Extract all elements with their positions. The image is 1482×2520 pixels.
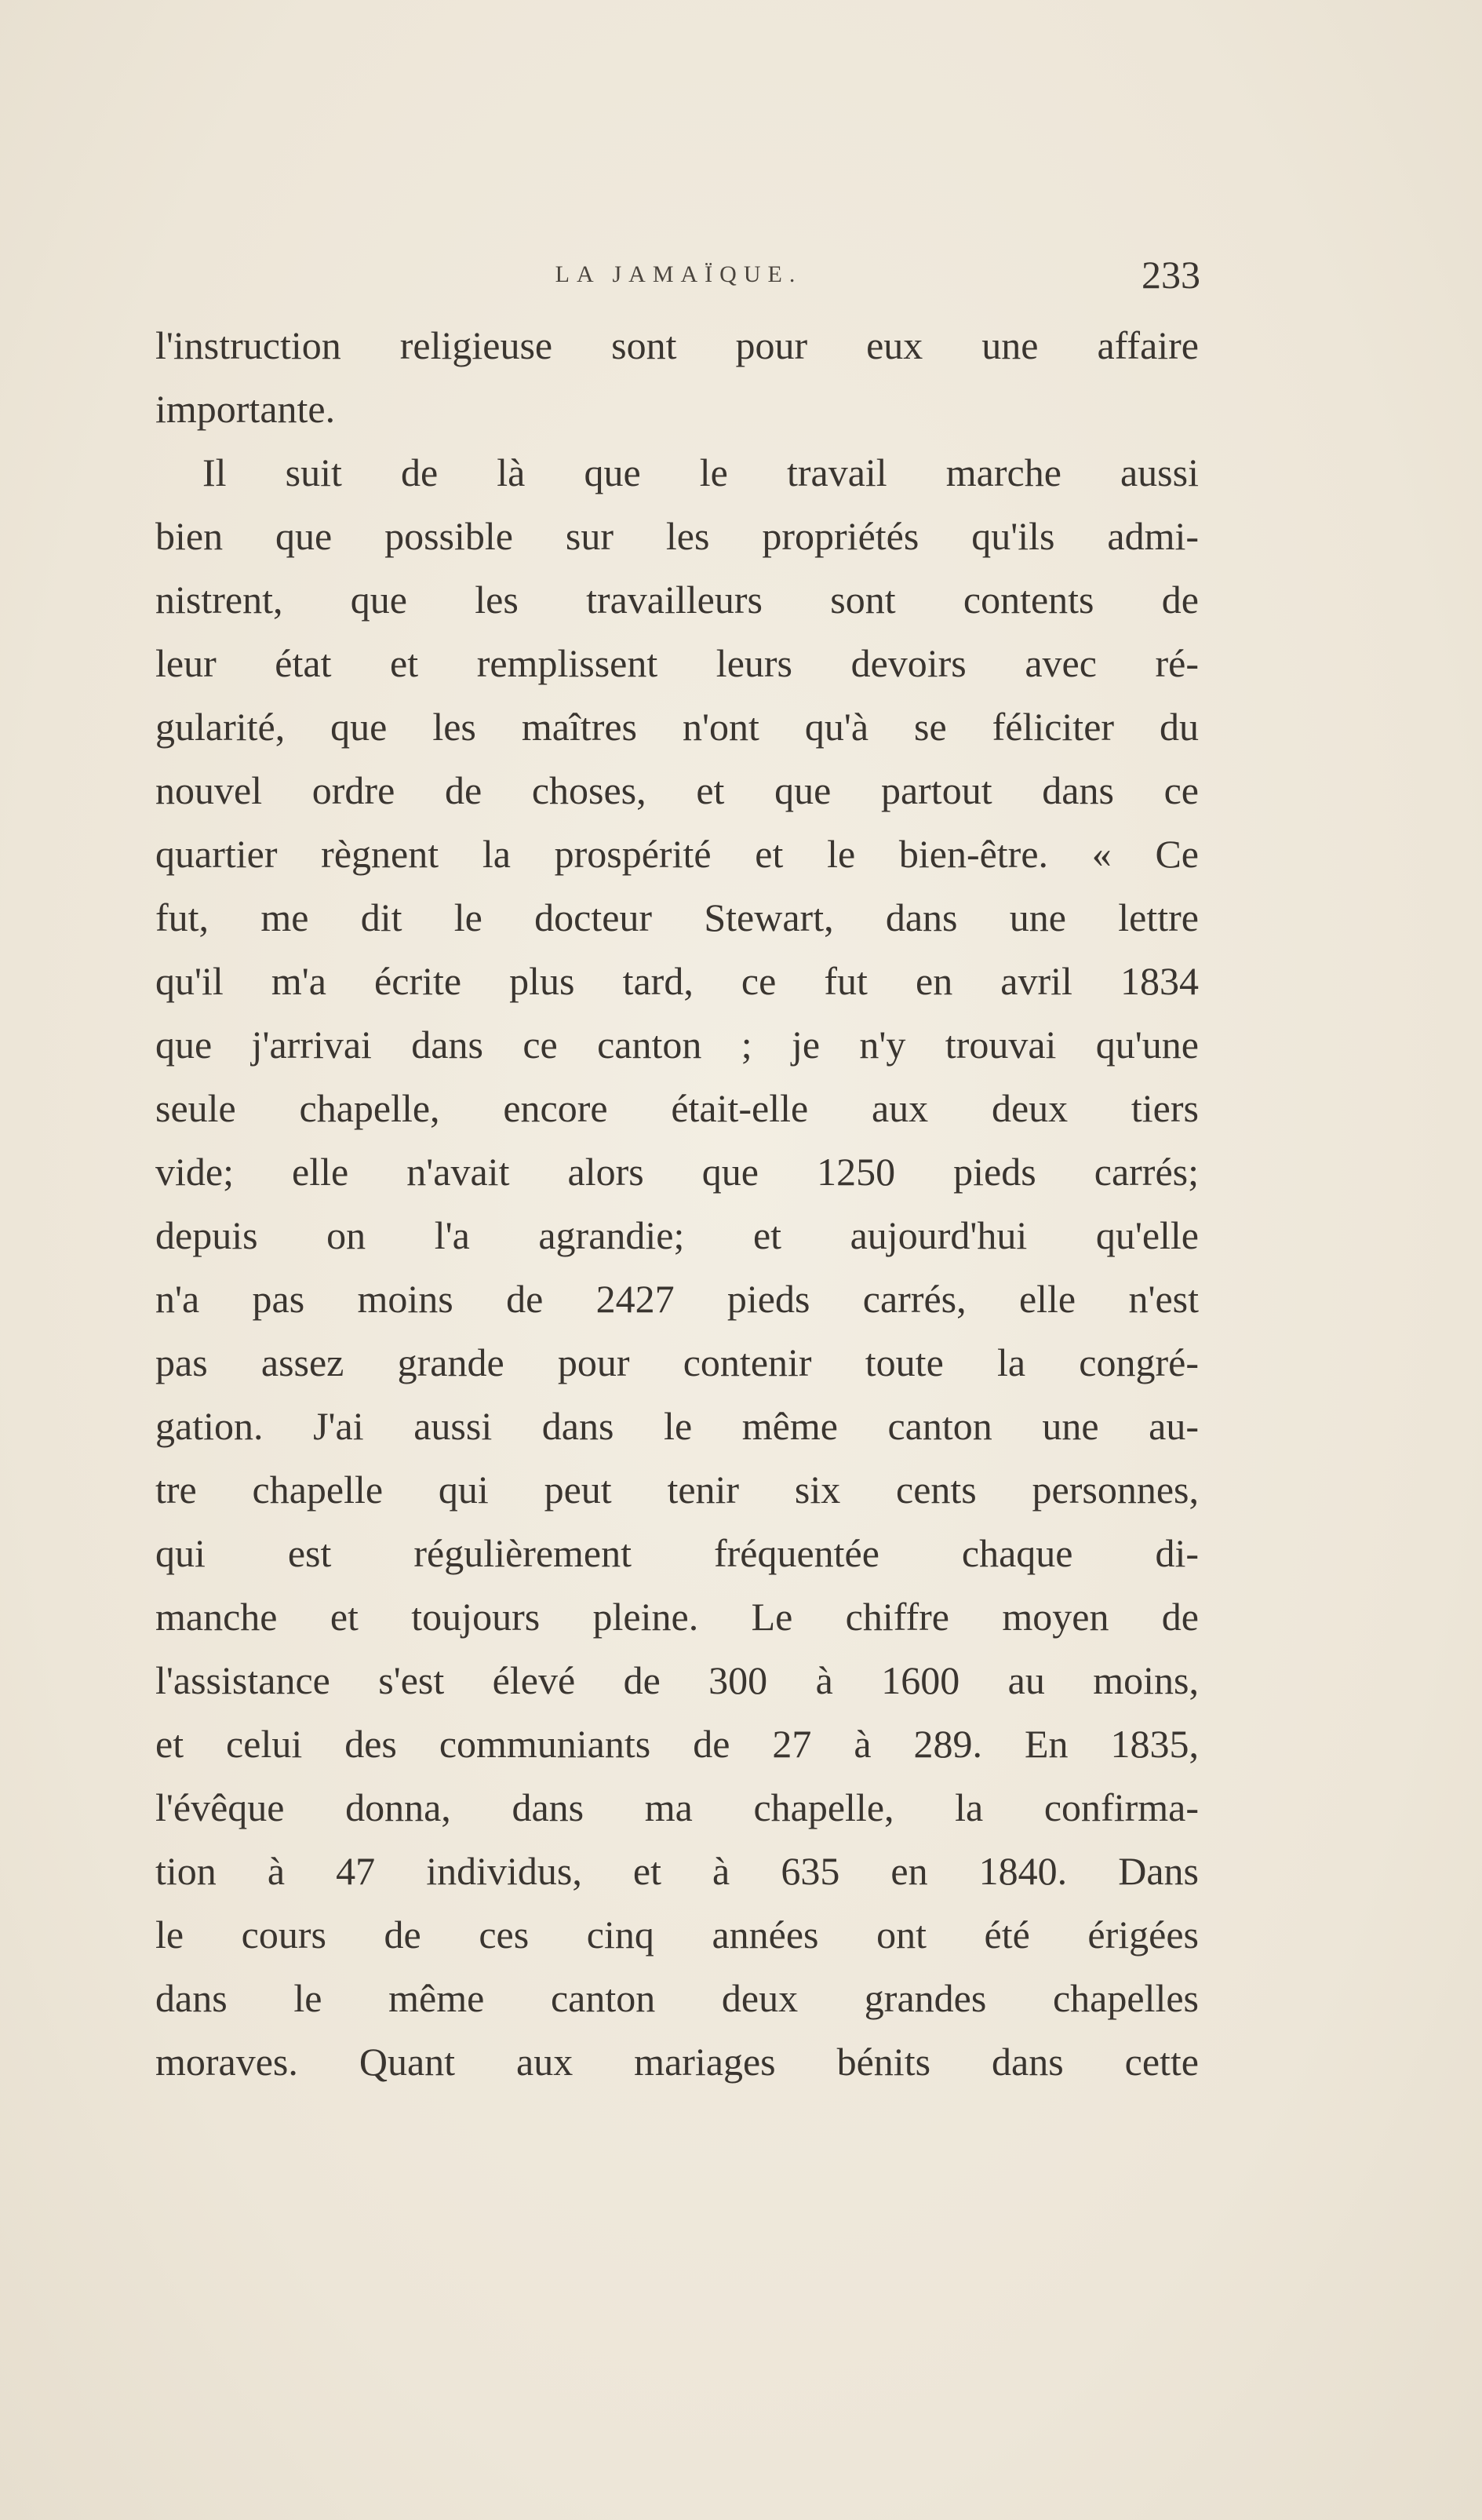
text-line: dans le même canton deux grandes chapelles — [155, 1976, 1199, 2020]
text-line: qui est régulièrement fréquentée chaque di- — [155, 1531, 1199, 1575]
running-title: LA JAMAÏQUE. — [555, 261, 803, 287]
text-line: leur état et remplissent leurs devoirs avec ré- — [155, 641, 1199, 685]
text-line: seule chapelle, encore était-elle aux deux tiers — [155, 1086, 1199, 1130]
text-line: le cours de ces cinq années ont été érigées — [155, 1913, 1199, 1957]
text-line: importante. — [155, 387, 336, 431]
text-line: pas assez grande pour contenir toute la congré- — [155, 1340, 1199, 1384]
text-line: n'a pas moins de 2427 pieds carrés, elle n'est — [155, 1277, 1199, 1321]
text-line: moraves. Quant aux mariages bénits dans cette — [155, 2040, 1199, 2084]
body-text — [155, 314, 1199, 2094]
text-line: fut, me dit le docteur Stewart, dans une lettre — [155, 895, 1199, 939]
page-number: 233 — [1142, 253, 1200, 297]
text-line: quartier règnent la prospérité et le bien-être. « Ce — [155, 832, 1199, 876]
text-line: manche et toujours pleine. Le chiffre moyen de — [155, 1595, 1199, 1639]
text-line: bien que possible sur les propriétés qu'ils admi- — [155, 514, 1199, 558]
text-line: vide; elle n'avait alors que 1250 pieds carrés; — [155, 1150, 1199, 1194]
text-line: gularité, que les maîtres n'ont qu'à se féliciter du — [155, 705, 1199, 749]
text-line: gation. J'ai aussi dans le même canton une au- — [155, 1404, 1199, 1448]
text-line: nistrent, que les travailleurs sont contents de — [155, 578, 1199, 622]
text-line: l'instruction religieuse sont pour eux une affaire — [155, 323, 1199, 367]
text-line: l'assistance s'est élevé de 300 à 1600 au moins, — [155, 1658, 1199, 1702]
text-line: depuis on l'a agrandie; et aujourd'hui qu'elle — [155, 1213, 1199, 1257]
text-line: qu'il m'a écrite plus tard, ce fut en avril 1834 — [155, 959, 1199, 1003]
running-head — [157, 251, 1200, 298]
text-line: tion à 47 individus, et à 635 en 1840. Dans — [155, 1849, 1199, 1893]
text-line: Il suit de là que le travail marche aussi — [202, 450, 1199, 494]
text-line: l'évêque donna, dans ma chapelle, la confirma- — [155, 1785, 1199, 1829]
text-line: que j'arrivai dans ce canton ; je n'y trouvai qu'une — [155, 1023, 1199, 1067]
text-line: et celui des communiants de 27 à 289. En 1835, — [155, 1722, 1199, 1766]
text-line: nouvel ordre de choses, et que partout dans ce — [155, 768, 1199, 812]
text-line: tre chapelle qui peut tenir six cents personnes, — [155, 1468, 1199, 1512]
